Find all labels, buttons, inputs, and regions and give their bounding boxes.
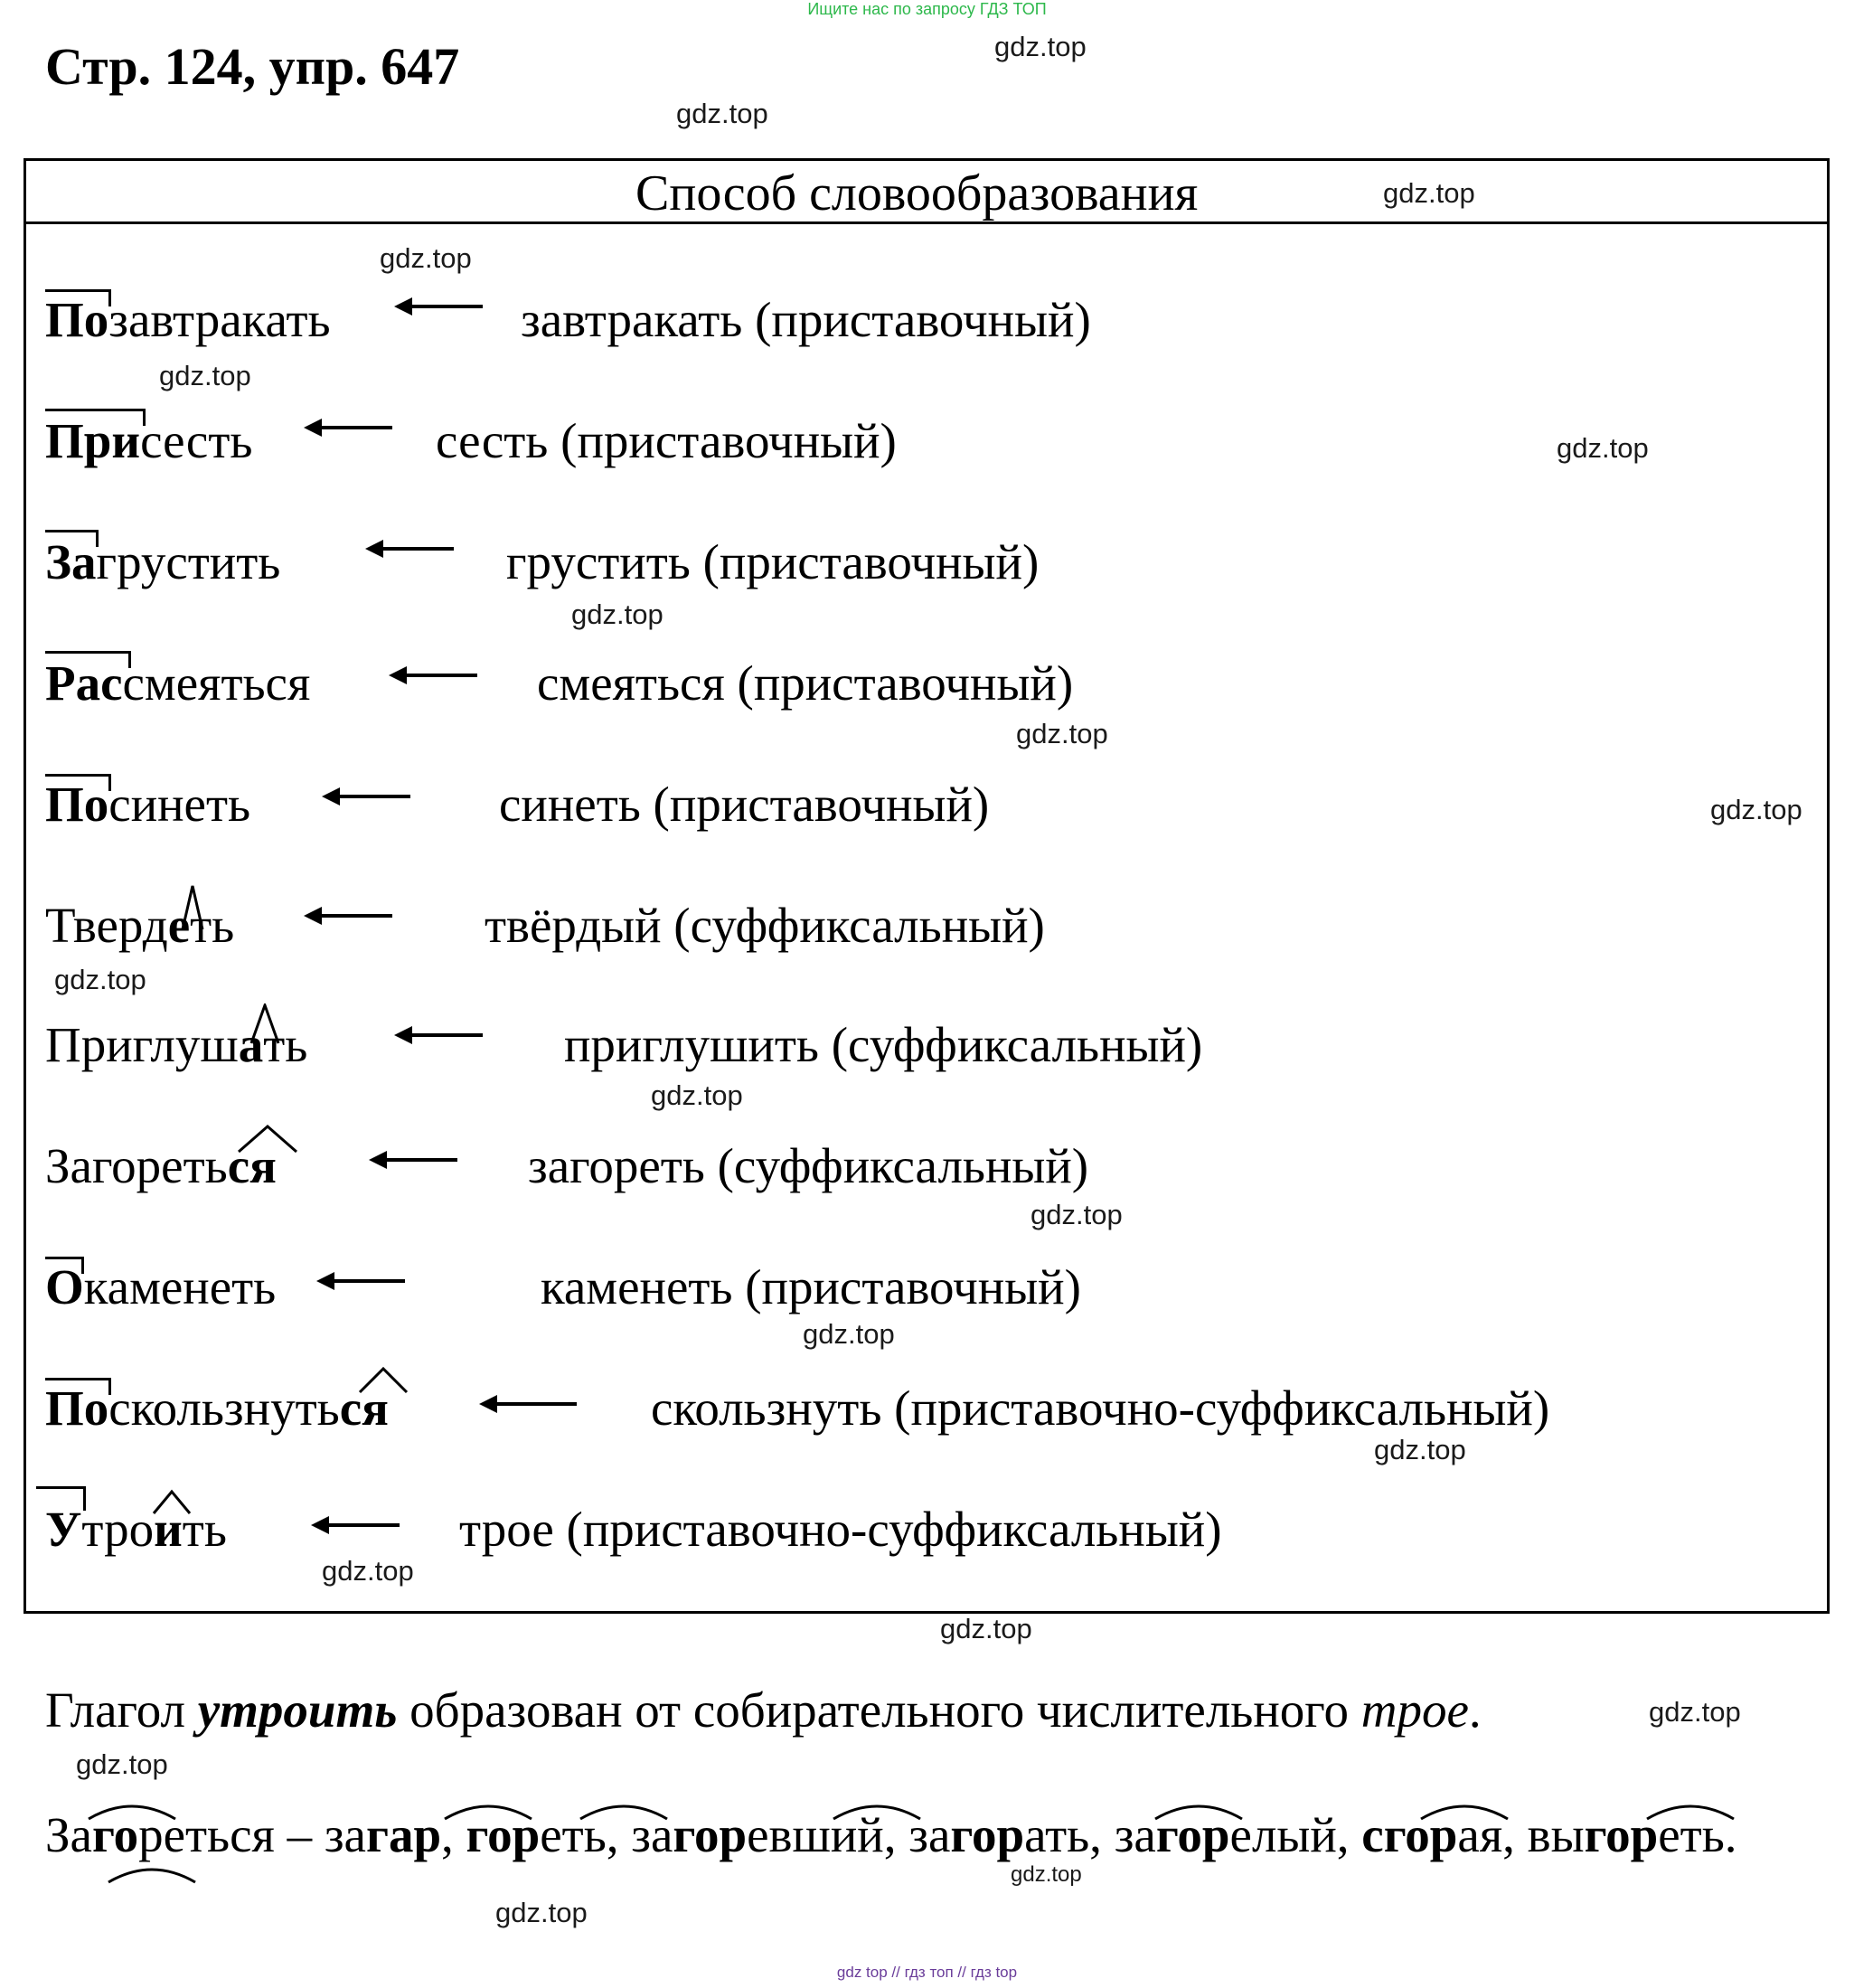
derived-word: Рассмеяться	[45, 655, 311, 711]
derived-word: Загореться	[45, 1138, 277, 1193]
watermark: gdz.top	[1710, 794, 1802, 825]
derived-word: Приглушать	[45, 1017, 308, 1072]
derivation-source: трое (приставочно-суффиксальный)	[459, 1502, 1222, 1557]
derivation-source: твёрдый (суффиксальный)	[485, 898, 1045, 953]
page-title: Стр. 124, упр. 647	[45, 37, 460, 96]
watermark: gdz.top	[1649, 1696, 1741, 1728]
watermark: gdz.top	[676, 98, 768, 129]
arrow-left-icon	[304, 414, 394, 441]
derivation-source: каменеть (приставочный)	[541, 1259, 1081, 1314]
arrow-left-icon	[322, 783, 412, 810]
derivation-source: сесть (приставочный)	[436, 413, 897, 468]
watermark: gdz.top	[322, 1555, 414, 1587]
watermark: gdz.top	[54, 964, 146, 995]
arrow-left-icon	[479, 1390, 579, 1418]
derivation-source: скользнуть (приставочно-суффиксальный)	[651, 1380, 1550, 1436]
arrow-left-icon	[304, 902, 394, 929]
arrow-left-icon	[311, 1512, 401, 1539]
watermark: gdz.top	[994, 31, 1087, 62]
arrow-left-icon	[389, 662, 479, 689]
watermark: gdz.top	[1557, 432, 1649, 464]
arrow-left-icon	[369, 1146, 459, 1173]
watermark: gdz.top	[571, 598, 663, 630]
watermark: gdz.top	[1011, 1862, 1082, 1887]
arrow-left-icon	[394, 1022, 485, 1049]
watermark: gdz.top	[1016, 718, 1108, 749]
derived-word: Твердеть	[45, 898, 235, 953]
watermark: gdz.top	[1374, 1434, 1466, 1465]
watermark: gdz.top	[1383, 177, 1475, 209]
watermark: gdz.top	[1031, 1199, 1123, 1230]
derived-word: Позавтракать	[45, 292, 331, 347]
derivation-source: синеть (приставочный)	[499, 777, 990, 832]
arrow-left-icon	[394, 293, 485, 320]
derived-word: Загрустить	[45, 534, 281, 589]
top-banner[interactable]: Ищите нас по запросу ГДЗ ТОП	[807, 0, 1047, 18]
table-header-title: Способ словообразования	[635, 165, 1199, 221]
watermark: gdz.top	[940, 1613, 1032, 1644]
derivation-source: смеяться (приставочный)	[537, 655, 1074, 711]
derivation-source: завтракать (приставочный)	[521, 292, 1091, 347]
watermark: gdz.top	[380, 242, 472, 274]
watermark: gdz.top	[495, 1897, 588, 1928]
watermark: gdz.top	[651, 1079, 743, 1111]
derived-word: Утроить	[45, 1502, 227, 1557]
footer-links[interactable]: gdz top // гдз топ // гдз top	[836, 1964, 1018, 1981]
table-header	[26, 161, 1827, 224]
watermark: gdz.top	[159, 360, 251, 391]
arrow-left-icon	[365, 535, 456, 562]
derived-word: Окаменеть	[45, 1259, 277, 1314]
derived-word: Присесть	[45, 413, 253, 468]
derivation-source: приглушить (суффиксальный)	[564, 1017, 1203, 1072]
watermark: gdz.top	[803, 1318, 895, 1350]
cognate-words: Загореться – загар, гореть, загоревший, загорать, загорелый, сгорая, выгореть.	[45, 1807, 1737, 1862]
explanation-sentence: Глагол утроить образован от собирательного числительного трое.	[45, 1682, 1482, 1738]
derivation-source: грустить (приставочный)	[506, 534, 1040, 589]
derivation-source: загореть (суффиксальный)	[528, 1138, 1089, 1193]
derived-word: Посинеть	[45, 777, 251, 832]
watermark: gdz.top	[76, 1748, 168, 1780]
arrow-left-icon	[316, 1267, 407, 1295]
derived-word: Поскользнуться	[45, 1380, 389, 1436]
